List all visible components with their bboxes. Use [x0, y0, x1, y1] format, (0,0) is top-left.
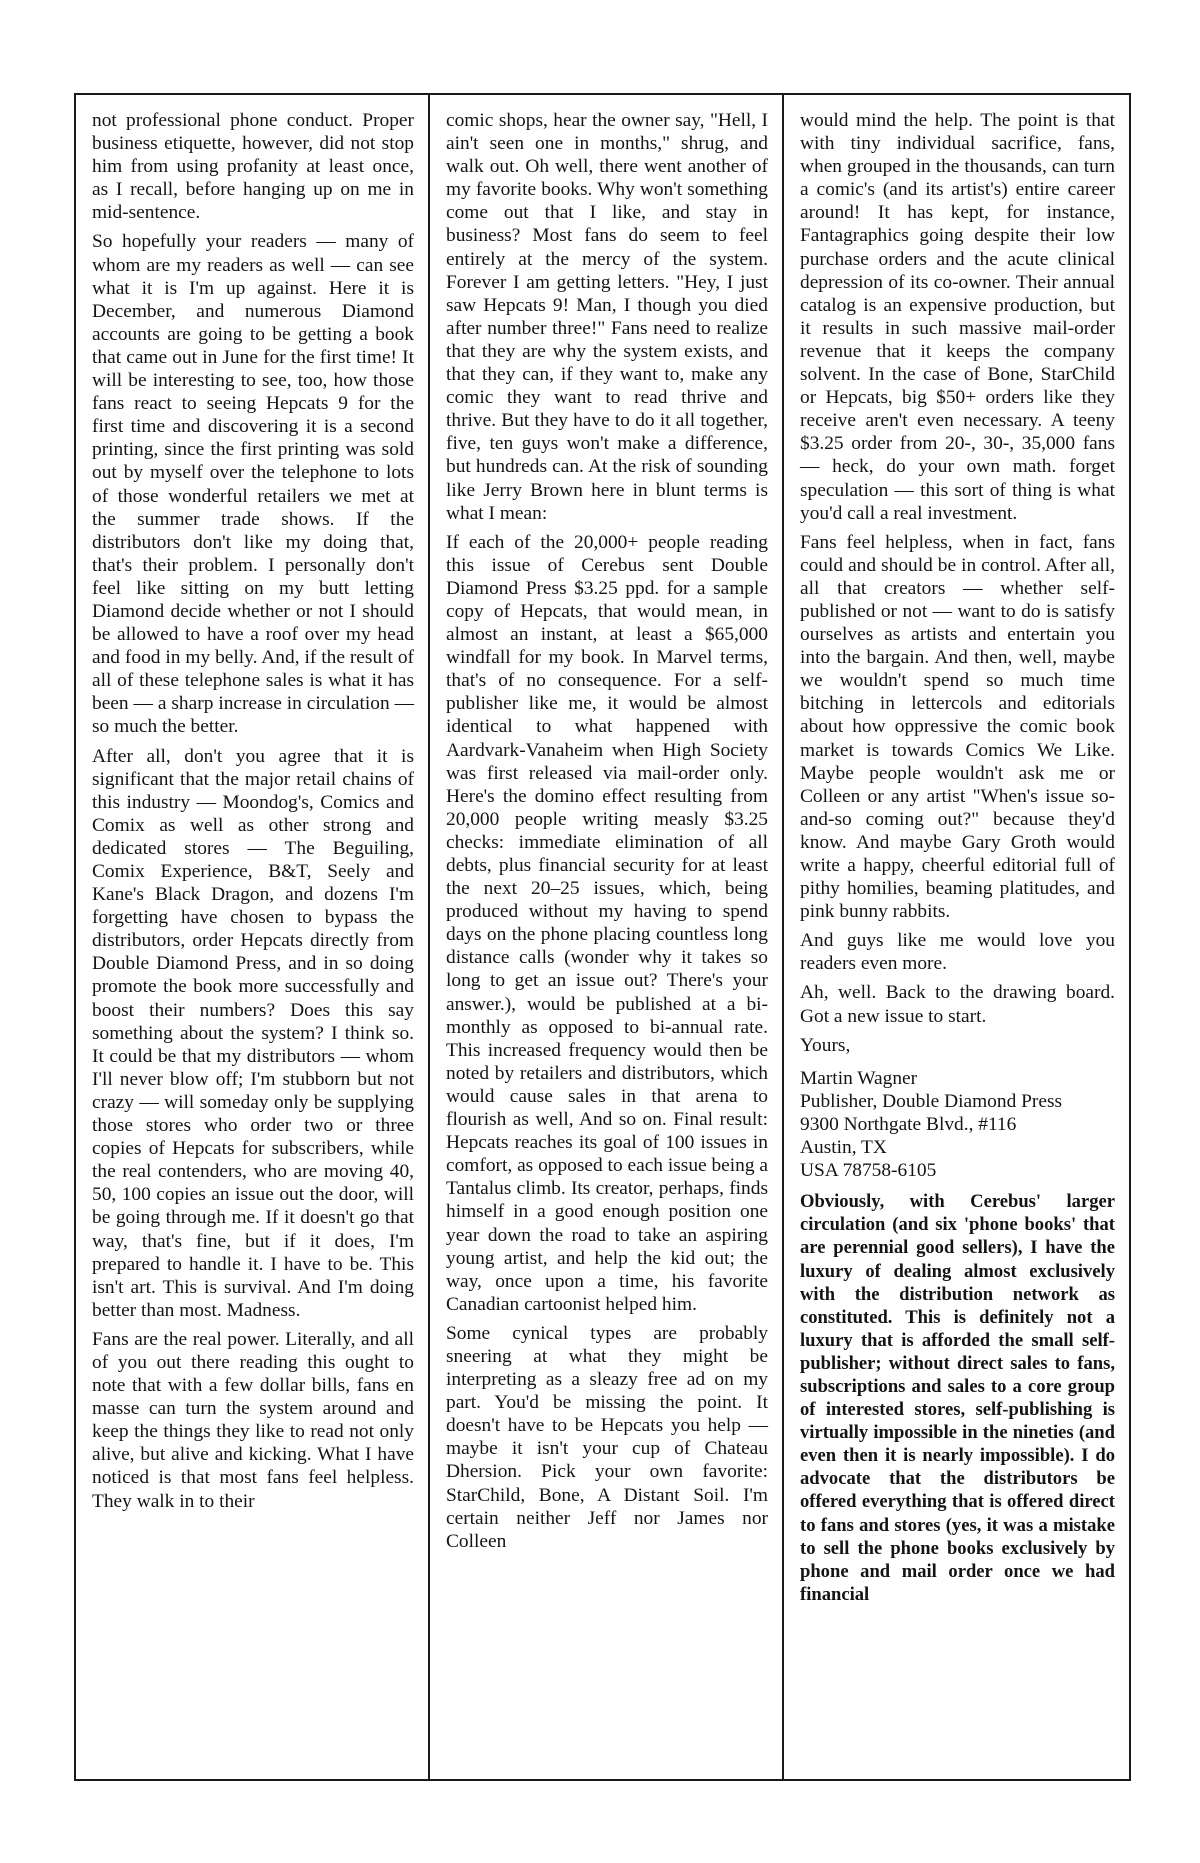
text-column-1 [76, 95, 430, 1779]
editor-reply: Obviously, with Cerebus' larger circulation (and six 'phone books' that are perennial good sellers), I have the luxury of dealing almost exclusively with the distribution network as constituted. This is definitely not a luxury that is afforded the small self-publisher; without direct sales to fans, subscriptions and sales to a core group of interested stores, self-publishing is virtually impossible in the nineties (and even then it is nearly impossible). I do advocate that the distributors be offered everything that is offered direct to fans and stores (yes, it was a mistake to sell the phone books exclusively by phone and mail order once we had financial [800, 1191, 1115, 1605]
paragraph: After all, don't you agree that it is significant that the major retail chains of this industry — Moondog's, Comics and Comix as well as other strong and dedicated stores — The Beguiling, Comix Experience, B&T, Seely and Kane's Black Dragon, and dozens I'm forgetting have chosen to bypass the distributors, order Hepcats directly from Double Diamond Press, and in so doing promote the book more successfully and boost their numbers? Does this say something about the system? I think so. It could be that my distributors — whom I'll never blow off; I'm stubborn but not crazy — will someday only be supplying those stores who order two or three copies of Hepcats for subscribers, while the real contenders, who are moving 40, 50, 100 copies an issue out the door, will be going through me. If it doesn't go that way, that's fine, but if it does, I'm prepared to handle it. I have to be. This isn't art. This is survival. And I'm doing better than most. Madness. [92, 745, 414, 1321]
text-column-2 [430, 95, 784, 1779]
paragraph: And guys like me would love you readers even more. [800, 930, 1115, 975]
paragraph: would mind the help. The point is that with tiny individual sacrifice, fans, when grouped in the thousands, can turn a comic's (and its artist's) entire career around! It has kept, for instance, Fantagraphics going despite their low purchase orders and the acute clinical depression of its co-owner. Their annual catalog is an expensive production, but it results in such massive mail-order revenue that it keeps the company solvent. In the case of Bone, StarChild or Hepcats, big $50+ orders like they receive aren't even necessary. A teeny $3.25 order from 20-, 30-, 35,000 fans — heck, do your own math. forget speculation — this sort of thing is what you'd call a real investment. [800, 110, 1115, 524]
signature-city: Austin, TX [800, 1137, 887, 1159]
text-column-3 [784, 95, 1129, 1779]
paragraph: Fans feel helpless, when in fact, fans could and should be in control. After all, all that creators — whether self-published or not — want to do is satisfy ourselves as artists and entertain you into the bargain. And then, well, maybe we wouldn't spend so much time bitching in lettercols and editorials about how oppressive the comic book market is towards Comics We Like. Maybe people wouldn't ask me or Colleen or any artist "When's issue so-and-so coming out?" because they'd know. And maybe Gary Groth would write a happy, cheerful editorial full of pithy homilies, beaming platitudes, and pink bunny rabbits. [800, 531, 1115, 923]
signature-name: Martin Wagner [800, 1067, 918, 1089]
signature-title: Publisher, Double Diamond Press [800, 1090, 1063, 1112]
paragraph: Some cynical types are probably sneering at what they might be interpreting as a sleazy free ad on my part. You'd be missing the point. It doesn't have to be Hepcats you help — maybe it isn't your cup of Chateau Dhersion. Pick your own favorite: StarChild, Bone, A Distant Soil. I'm certain neither Jeff nor James nor Colleen [446, 1322, 768, 1552]
paragraph: comic shops, hear the owner say, "Hell, I ain't seen one in months," shrug, and walk out. Oh well, there went another of my favorite books. Why won't something come out that I like, and stay in business? Most fans do seem to feel entirely at the mercy of the system. Forever I am getting letters. "Hey, I just saw Hepcats 9! Man, I though you died after number three!" Fans need to realize that they are why the system exists, and that they can, if they want to, make any comic they want to read thrive and thrive. But they have to do it all together, five, ten guys won't make a difference, but hundreds can. At the risk of sounding like Jerry Brown here in blunt terms is what I mean: [446, 110, 768, 524]
paragraph: Fans are the real power. Literally, and all of you out there reading this ought to note that with a few dollar bills, fans en masse can turn the system around and keep the things they like to read not only alive, but alive and kicking. What I have noticed is that most fans feel helpless. They walk in to their [92, 1328, 414, 1512]
letter-column-frame [74, 93, 1131, 1781]
signature-postal: USA 78758-6105 [800, 1160, 937, 1182]
signature-street: 9300 Northgate Blvd., #116 [800, 1113, 1017, 1135]
paragraph: So hopefully your readers — many of whom are my readers as well — can see what it is I'm up against. Here it is December, and numerous Diamond accounts are going to be getting a book that came out in June for the first time! It will be interesting to see, too, how those fans react to seeing Hepcats 9 for the first time and discovering it is a second printing, since the first printing was sold out by myself over the telephone to lots of those wonderful retailers we met at the summer trade shows. If the distributors don't like my doing that, that's their problem. I personally don't feel like sitting on my butt letting Diamond decide whether or not I should be allowed to have a roof over my head and food in my belly. And, if the result of all of these telephone sales is what it has been — a sharp increase in circulation — so much the better. [92, 231, 414, 738]
paragraph: If each of the 20,000+ people reading this issue of Cerebus sent Double Diamond Press $3.25 ppd. for a sample copy of Hepcats, that would mean, in almost an instant, at least a $65,000 windfall for my book. In Marvel terms, that's of no consequence. For a self-publisher like me, it would be almost identical to what happened with Aardvark-Vanaheim when High Society was first released via mail-order only. Here's the domino effect resulting from 20,000 people writing measly $3.25 checks: immediate elimination of all debts, plus financial security for at least the next 20–25 issues, which, being produced without my having to spend days on the phone placing countless long distance calls (wonder why it takes so long to get an issue out? There's your answer.), would be published at a bi-monthly as opposed to bi-annual rate. This increased frequency would then be noted by retailers and distributors, which would cause sales in that arena to flourish as well, And so on. Final result: Hepcats reaches its goal of 100 issues in comfort, as opposed to each issue being a Tantalus climb. Its creator, perhaps, finds himself in a good enough position one year down the road to take an aspiring young artist, and help the kid out; the way, once upon a time, his favorite Canadian cartoonist helped him. [446, 531, 769, 1315]
signature-block [800, 1067, 1115, 1182]
paragraph: Ah, well. Back to the drawing board. Got a new issue to start. [800, 982, 1115, 1027]
letter-closing: Yours, [800, 1034, 851, 1056]
paragraph: not professional phone conduct. Proper business etiquette, however, did not stop him from using profanity at least once, as I recall, before hanging up on me in mid-sentence. [92, 110, 414, 224]
